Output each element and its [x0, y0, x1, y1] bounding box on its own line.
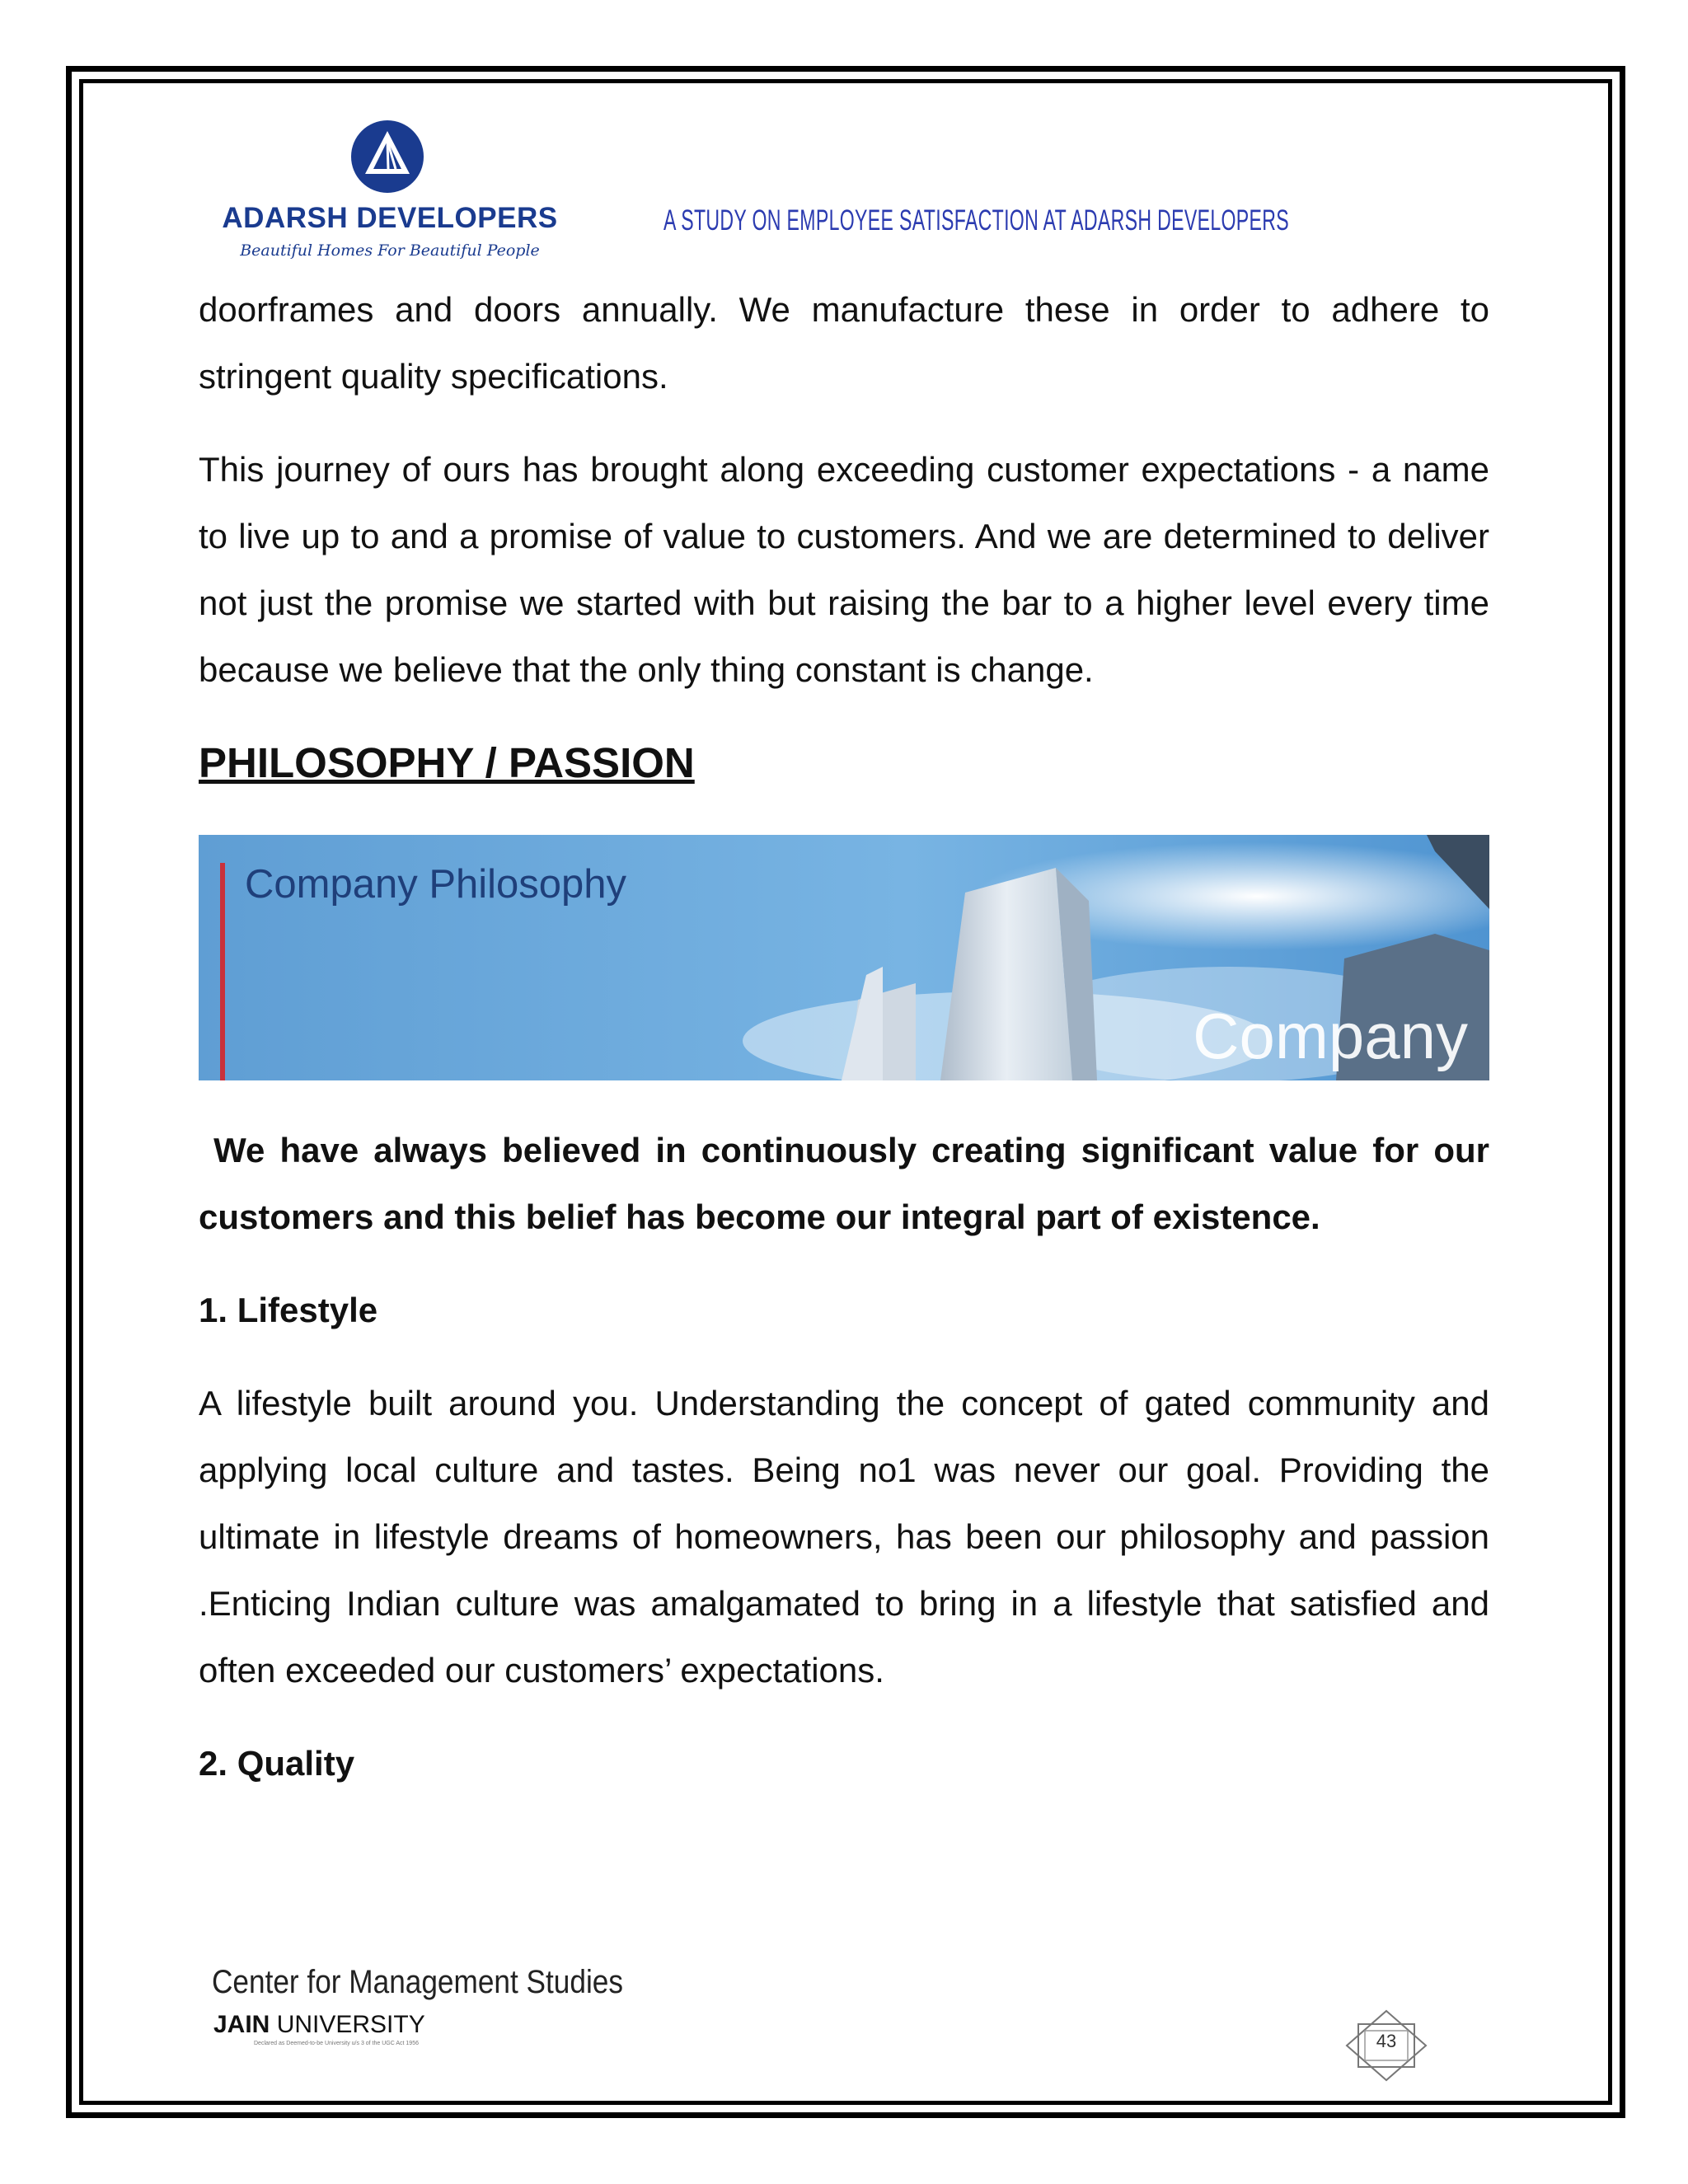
- company-philosophy-banner: [199, 835, 1489, 1080]
- belief-text: We have always believed in continuously creating significant value for our customers and this belief has become our integral part of existence.: [199, 1131, 1490, 1236]
- subheading-quality: 2. Quality: [199, 1744, 355, 1783]
- page-content: [199, 276, 1489, 1797]
- paragraph-journey: This journey of ours has brought along exceeding customer expectations - a name to live up to and a promise of value to customers. And we are determined to deliver not just the promise we started with but raising the bar to a higher level every time because we believe that the only thing constant is change.: [199, 450, 1489, 689]
- footer-university-bold: JAIN: [213, 2011, 270, 2038]
- paragraph-lifestyle: A lifestyle built around you. Understanding the concept of gated community and applying local culture and tastes. Being no1 was never our goal. Providing the ultimate in lifestyle dreams of homeowners, has been our philosophy and passion .Enticing Indian culture was amalgamated to bring in a lifestyle that satisfied and often exceeded our customers’ expectations.: [199, 1384, 1489, 1690]
- banner-watermark-word: Company: [1193, 1000, 1468, 1072]
- page-number: 43: [1376, 2031, 1397, 2051]
- footer-university: [213, 2011, 425, 2039]
- section-heading-philosophy: PHILOSOPHY / PASSION: [199, 739, 695, 786]
- company-logo: [221, 120, 559, 266]
- document-header-title: A STUDY ON EMPLOYEE SATISFACTION AT ADARSH DEVELOPERS: [663, 204, 1290, 237]
- banner-title: Company Philosophy: [245, 862, 627, 907]
- paragraph-belief: [199, 1117, 1489, 1250]
- footer-university-rest: UNIVERSITY: [270, 2011, 425, 2038]
- logo-tagline: Beautiful Homes For Beautiful People: [240, 241, 540, 260]
- paragraph-doorframes: doorframes and doors annually. We manufacture these in order to adhere to stringent quality specifications.: [199, 290, 1489, 396]
- logo-company-name: ADARSH DEVELOPERS: [222, 202, 558, 234]
- logo-emblem-icon: [350, 120, 424, 194]
- page-number-badge: [1343, 2009, 1429, 2082]
- subheading-lifestyle: 1. Lifestyle: [199, 1291, 378, 1329]
- footer-small-print: Declared as Deemed-to-be University u/s 3 of the UGC Act 1956: [254, 2041, 419, 2046]
- footer-center-name: Center for Management Studies: [212, 1964, 623, 2000]
